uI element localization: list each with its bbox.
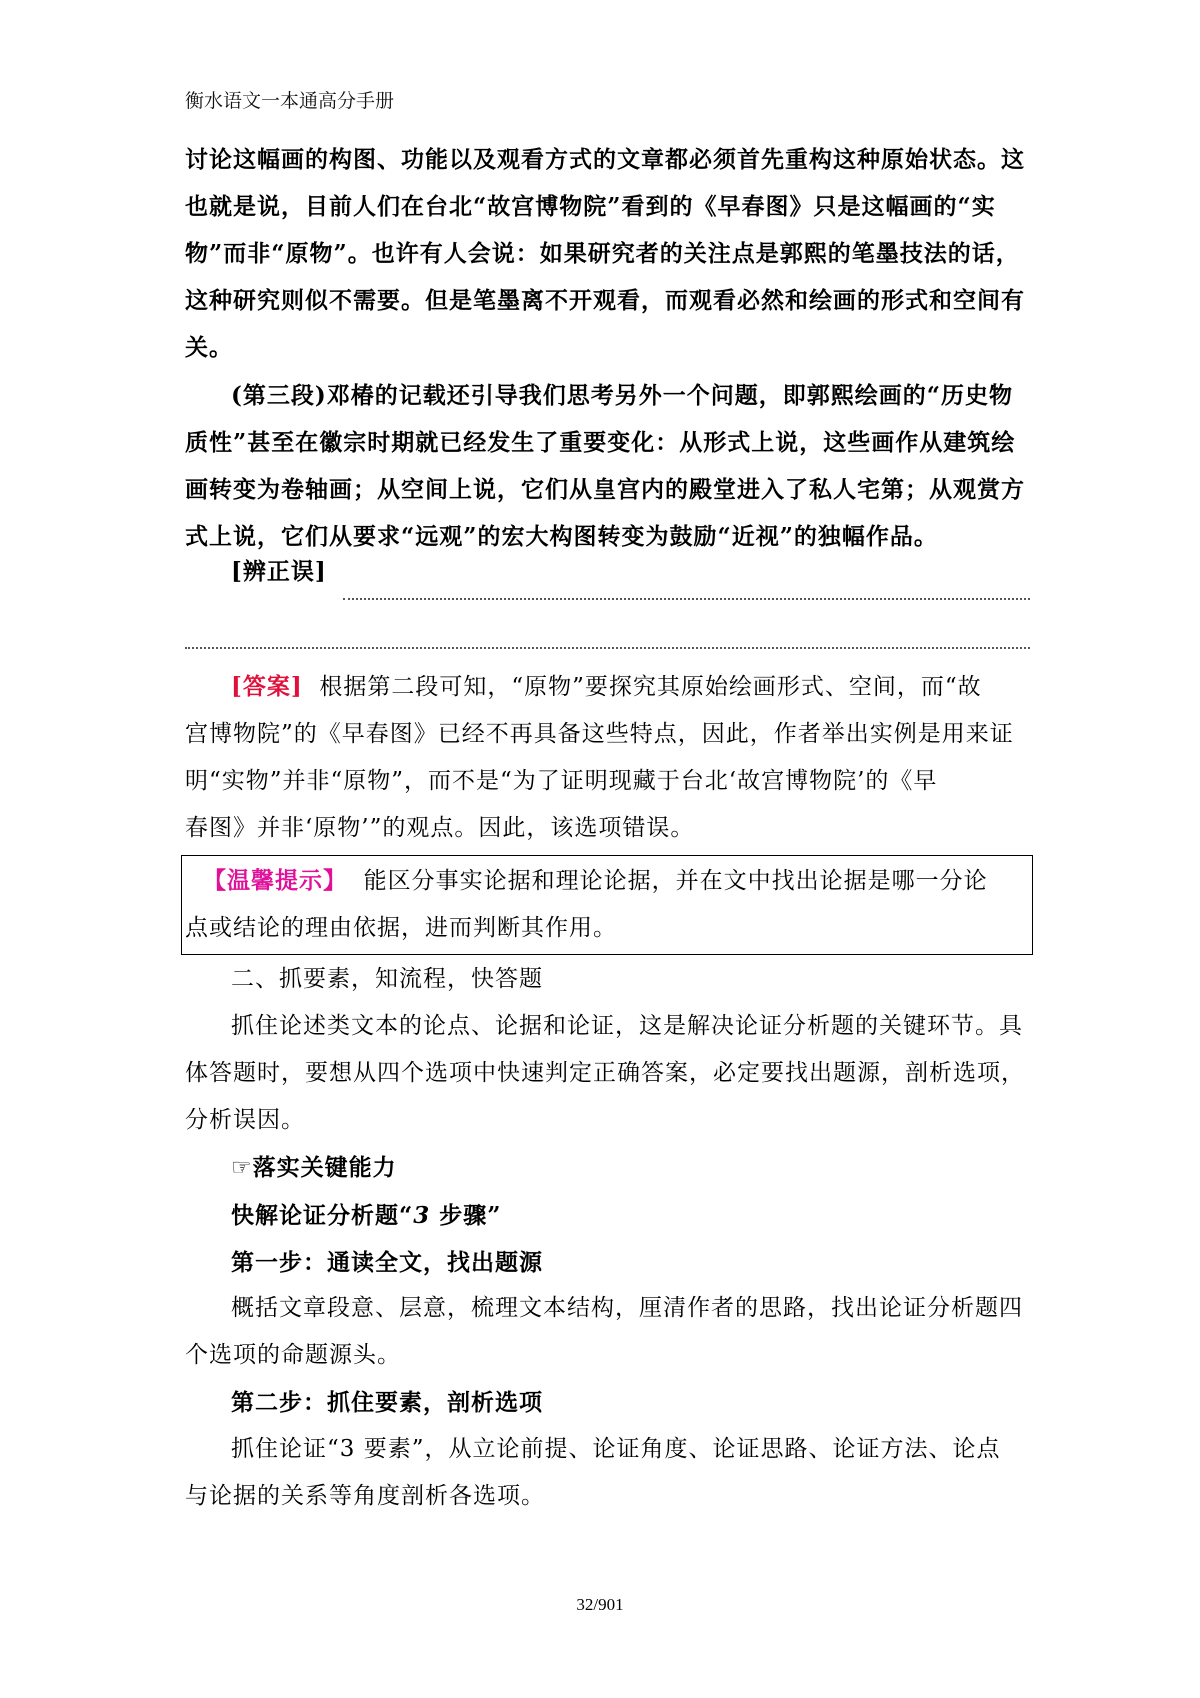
passage-paragraph-2-continued <box>185 136 1025 371</box>
text-segment: 3 <box>413 1202 431 1229</box>
text-segment: 邓椿的记载还引导我们思考另外一个问题，即郭熙绘画的“历史物 <box>326 382 1013 409</box>
ability-heading-line <box>185 1144 1025 1192</box>
correction-label: [辨正误] <box>231 558 327 585</box>
text-line <box>185 663 1025 711</box>
text-segment: 快解论证分析题“ <box>231 1202 414 1229</box>
text-line: 抓住论述类文本的论点、论据和论证，这是解决论证分析题的关键环节。具 <box>231 1013 1023 1039</box>
text-line: 与论据的关系等角度剖析各选项。 <box>185 1483 545 1509</box>
answer-blank-line-2 <box>185 647 1030 649</box>
text-line: 这种研究则似不需要。但是笔墨离不开观看，而观看必然和绘画的形式和空间有 <box>185 287 1025 314</box>
tip-label: 【温馨提示】 <box>203 867 347 894</box>
pointing-hand-icon: ☞ <box>231 1155 253 1181</box>
text-line <box>185 857 1025 905</box>
text-segment: 根据第二段可知，“原物”要探究其原始绘画形式、空间，而“故 <box>319 674 982 700</box>
ability-heading: 落实关键能力 <box>252 1154 397 1181</box>
step2-body <box>185 1426 1025 1520</box>
text-line: 质性”甚至在徽宗时期就已经发生了重要变化：从形式上说，这些画作从建筑绘 <box>185 429 1016 456</box>
text-line: 分析误因。 <box>185 1107 305 1133</box>
text-line: 明“实物”并非“原物”，而不是“为了证明现藏于台北‘故宫博物院’的《早 <box>185 768 938 794</box>
text-line: 讨论这幅画的构图、功能以及观看方式的文章都必须首先重构这种原始状态。这 <box>185 146 1025 173</box>
text-line: 春图》并非‘原物’”的观点。因此，该选项错误。 <box>185 815 695 841</box>
text-line: 点或结论的理由依据，进而判断其作用。 <box>185 915 617 941</box>
text-line: 关。 <box>185 334 233 361</box>
step1-heading: 第一步：通读全文，找出题源 <box>231 1249 543 1276</box>
passage-paragraph-3 <box>185 372 1025 560</box>
text-line: 体答题时，要想从四个选项中快速判定正确答案，必定要找出题源，剖析选项， <box>185 1060 1025 1086</box>
answer-block <box>185 663 1025 852</box>
text-line: 个选项的命题源头。 <box>185 1342 401 1368</box>
step2-heading-block <box>185 1379 1025 1426</box>
ability-section <box>185 1144 1025 1286</box>
text-segment: 步骤” <box>430 1202 502 1229</box>
text-line: 概括文章段意、层意，梳理文本结构，厘清作者的思路，找出论证分析题四 <box>231 1295 1023 1321</box>
text-segment: 能区分事实论据和理论论据，并在文中找出论据是哪一分论 <box>363 868 988 894</box>
text-line: 画转变为卷轴画；从空间上说，它们从皇宫内的殿堂进入了私人宅第；从观赏方 <box>185 476 1025 503</box>
answer-label: [答案] <box>231 673 303 700</box>
text-line: 式上说，它们从要求“远观”的宏大构图转变为鼓励“近视”的独幅作品。 <box>185 523 938 550</box>
section-2 <box>185 956 1025 1144</box>
page-number: 32/901 <box>576 1595 624 1614</box>
text-line <box>185 372 1025 419</box>
text-line: 宫博物院”的《早春图》已经不再具备这些特点，因此，作者举出实例是用来证 <box>185 721 1014 747</box>
step2-heading: 第二步：抓住要素，剖析选项 <box>231 1389 543 1416</box>
steps-title <box>185 1192 1025 1239</box>
book-title: 衡水语文一本通高分手册 <box>185 90 395 112</box>
tip-text <box>185 857 1025 952</box>
text-line: 也就是说，目前人们在台北“故宫博物院”看到的《早春图》只是这幅画的“实 <box>185 193 996 220</box>
paragraph-label: (第三段) <box>231 382 327 409</box>
text-line: 抓住论证“3 要素”，从立论前提、论证角度、论证思路、论证方法、论点 <box>231 1436 1001 1462</box>
answer-blank-line-1 <box>343 598 1030 600</box>
correction-label-row <box>185 548 327 595</box>
step1-body <box>185 1285 1025 1379</box>
text-line: 物”而非“原物”。也许有人会说：如果研究者的关注点是郭熙的笔墨技法的话， <box>185 240 1020 267</box>
section-heading: 二、抓要素，知流程，快答题 <box>231 966 543 992</box>
